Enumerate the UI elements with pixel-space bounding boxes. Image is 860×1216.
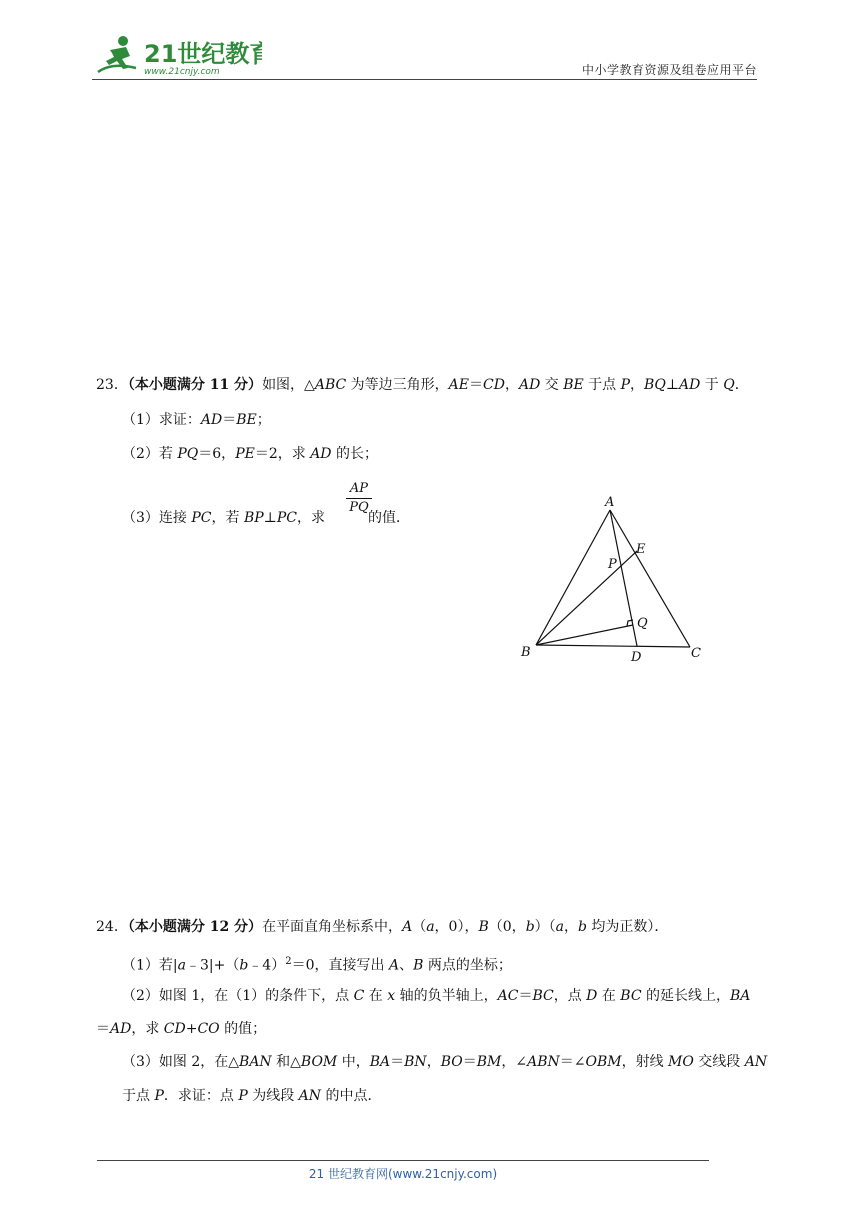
q23-part3-text: （3）连接 [122,510,192,526]
q24-part2-text: ＝ [518,988,533,1004]
q23-number: 23． [96,377,128,393]
q24-stem-math: B [478,919,489,935]
q24-part3-math: BA [369,1054,391,1070]
q24-stem-math: a [426,919,435,935]
q23-part2-text: （2）若 [122,446,178,462]
q23-part2-text: 的长； [331,446,378,462]
q23-part3-math: BP [243,510,264,526]
q24-part3-continued [122,1086,381,1106]
q23-part2-text: ＝2，求 [254,446,311,462]
q24-stem-math: b [525,919,535,935]
q24-stem-math: a [555,919,565,935]
q24-part3-math: MO [668,1054,694,1070]
q23-part3-text: ，若 [211,510,244,526]
fraction-denominator: PQ [349,500,369,515]
q24-part2-math: x [387,988,396,1004]
q24-part2-text: 轴的负半轴上， [395,988,498,1004]
q24-part2-text: 的延长线上， [641,988,731,1004]
q24-part2-text: 的值； [219,1021,267,1037]
segment-bc [536,645,690,647]
q24-stem-text: ）（ [534,919,556,935]
label-e: E [636,542,646,557]
q24-part3-text: （3）如图 2，在△ [122,1054,240,1070]
label-d: D [631,650,642,665]
q23-stem-math: CD [483,377,505,393]
label-a: A [605,495,615,510]
q23-stem-math: AE [448,377,470,393]
q24-number: 24． [96,919,128,935]
q23-stem-text: 为等边三角形， [346,377,449,393]
q24-part3-text: ．求证：点 [163,1088,239,1104]
q23-part3-math: PC [191,510,212,526]
q23-stem-text: 于点 [583,377,621,393]
fraction-numerator: AP [349,481,369,496]
q24-part3-math: BM [476,1054,502,1070]
q24-part1-text: ﹣4） [248,957,286,974]
footer-divider [97,1160,709,1161]
q24-stem-text: 在平面直角坐标系中， [262,919,403,935]
q23-stem [96,375,749,395]
footer-link[interactable]: 21 世纪教育网(www.21cnjy.com) [308,1167,498,1181]
q24-part3-math: BOM [300,1054,338,1070]
q24-part3-math: P [238,1088,248,1104]
q24-part2-math: AD [110,1021,132,1037]
q24-part3 [122,1052,767,1072]
q24-part3-text: 于点 [122,1088,155,1104]
q24-stem-math: b [578,919,587,935]
triangle-diagram [510,490,720,665]
q23-part3-math: PC [276,510,297,526]
q24-part3-text: 交线段 [693,1054,745,1070]
q24-part3-text: ＝ [390,1054,405,1070]
q24-part2-math: C [353,988,365,1004]
triangle-figure [510,490,720,665]
q24-stem [96,917,668,937]
q23-part1-math: AD [200,412,223,428]
q23-stem-math: BE [563,377,584,393]
q23-part3-text: ⊥ [263,510,277,526]
q24-part3-math: BN [404,1054,427,1070]
q24-part1-text: 两点的坐标； [423,957,512,974]
q24-part2-text: ，点 [553,988,587,1004]
q23-stem-text: ． [734,377,749,393]
q24-part2-math: CD+CO [163,1021,220,1037]
q23-stem-math: ABC [314,377,347,393]
q24-part3-text: 的中点． [321,1088,382,1104]
q24-part3-math: P [154,1088,164,1104]
q24-part2-text: ＝ [96,1021,110,1037]
q24-part1-text: ＝0，直接写出 [291,957,389,974]
q23-part2-math: AD [310,446,332,462]
q23-part1 [122,410,271,430]
q24-stem-text: ，0）， [434,919,479,935]
q23-part2 [122,444,378,464]
q24-part2-math: BA [730,988,751,1004]
q24-stem-text: （0， [488,919,526,935]
q24-part2-text: ，求 [131,1021,164,1037]
q23-stem-math: BQ [644,377,666,393]
q23-stem-text: 交 [540,377,564,393]
q23-stem-text: ⊥ [665,377,679,393]
q23-part1-math: BE [236,412,257,428]
q24-part1-math: a [177,957,186,974]
q24-stem-text: 均为正数）． [586,919,669,935]
q23-stem-math: AD [518,377,541,393]
q23-part2-math: PQ [177,446,199,462]
fraction-bar [346,498,372,499]
q24-part1-math: A [388,957,400,974]
q24-part2-text: （2）如图 1，在（1）的条件下，点 [122,988,354,1004]
site-logo [92,32,262,78]
q23-part2-math: PE [235,446,255,462]
q24-part3-math: AN [744,1054,768,1070]
segment-be [536,551,637,645]
q23-stem-text: ， [630,377,645,393]
runner-logo-icon [92,32,262,78]
q24-part3-text: 和△ [271,1054,301,1070]
q23-part2-text: ＝6， [198,446,236,462]
q23-stem-text: ＝ [469,377,484,393]
q23-part1-text: ； [256,412,271,428]
q24-part2-math: BC [532,988,554,1004]
q23-part1-text: （1）求证： [122,412,201,428]
label-c: C [691,646,701,661]
q24-part2-math: AC [497,988,519,1004]
q24-part3-text: 为线段 [247,1088,299,1104]
q24-part2-text: 在 [364,988,388,1004]
q24-stem-math: A [402,919,413,935]
q24-stem-text: ， [564,919,579,935]
q23-stem-text: 如图，△ [262,377,315,393]
q24-part3-math: BAN [239,1054,272,1070]
label-b: B [521,645,531,660]
q24-part3-text: ，射线 [621,1054,669,1070]
q24-part3-math: AN [298,1088,322,1104]
label-p: P [608,557,617,572]
q24-part3-text: ，∠ [501,1054,528,1070]
q24-part1-text: ﹣3|+（ [185,957,240,974]
segment-ac [610,510,690,647]
logo-url-text: www.21cnjy.com [144,67,220,77]
q24-part2 [122,986,750,1006]
q24-part1 [122,952,512,976]
q24-part3-math: BO [440,1054,463,1070]
q24-part3-text: 中， [337,1054,370,1070]
q24-part3-text: ， [426,1054,441,1070]
q23-part3 [122,508,325,528]
segment-ab [536,510,610,645]
q23-part1-text: ＝ [222,412,237,428]
q24-part2-math: D [586,988,598,1004]
q24-stem-text: （ [412,919,427,935]
q24-part1-text: （1）若| [122,957,178,974]
q23-stem-text: 于 [700,377,724,393]
q24-score: （本小题满分 12 分） [127,919,263,935]
q24-part3-math: OBM [585,1054,622,1070]
q23-score: （本小题满分 11 分） [127,377,263,393]
q23-stem-math: AD [678,377,701,393]
label-q: Q [637,616,648,631]
header-platform-text: 中小学教育资源及组卷应用平台 [581,63,757,77]
q23-part3-tail: 的值． [368,510,410,526]
header-divider [92,79,757,80]
q23-stem-math: Q [723,377,735,393]
q23-part3-text: ，求 [296,510,325,526]
q24-part1-math: b [239,957,249,974]
q24-part1-math: B [413,957,424,974]
q24-part2-text: 在 [597,988,621,1004]
q23-stem-text: ， [504,377,519,393]
q23-stem-math: P [620,377,631,393]
logo-text: 21世纪教育 [144,40,262,68]
segment-bq [536,625,633,645]
q24-part3-text: ＝ [462,1054,477,1070]
q24-part1-exponent: 2 [285,956,292,967]
q24-part1-text: 、 [399,957,414,974]
q24-part3-math: ABN [527,1054,560,1070]
q24-part3-text: ＝∠ [559,1054,586,1070]
q24-part2-continued [96,1019,266,1039]
q24-part2-math: BC [620,988,642,1004]
